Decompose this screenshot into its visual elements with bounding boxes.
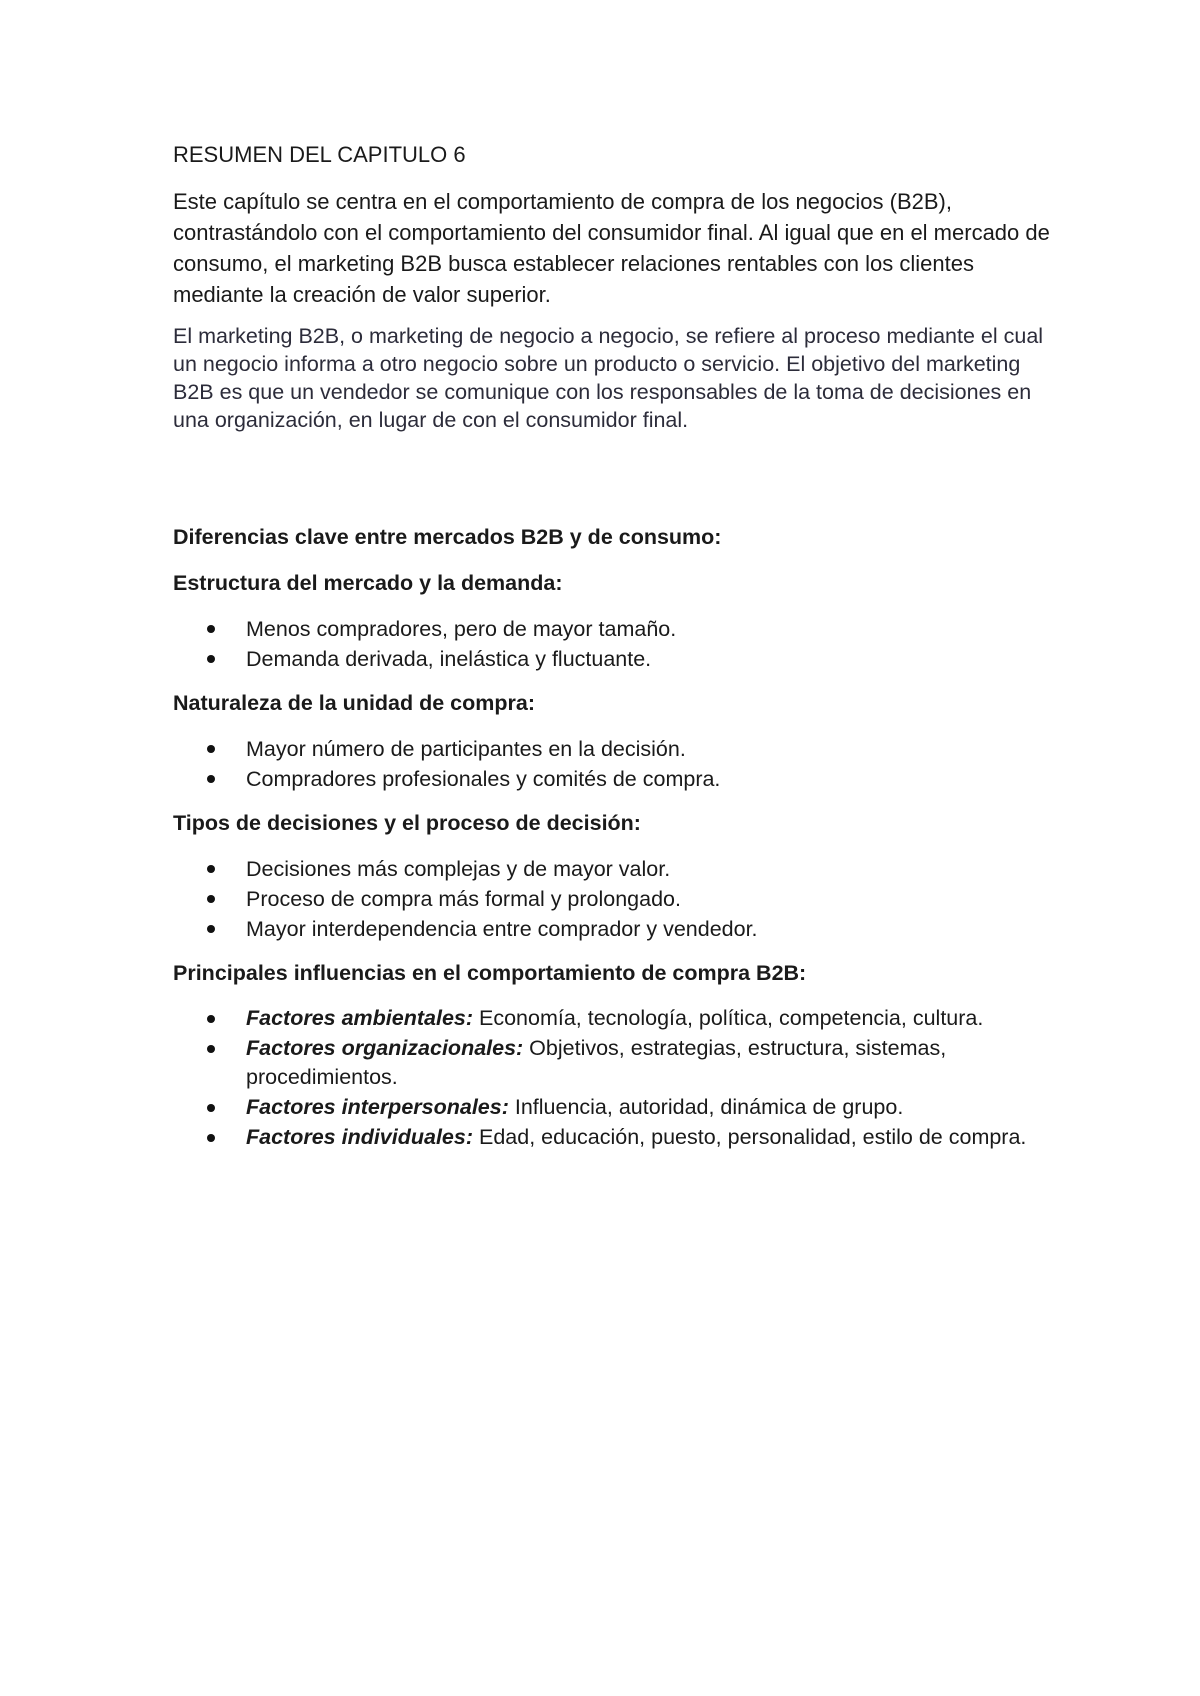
document-title: RESUMEN DEL CAPITULO 6 [173,142,466,167]
factor-text: Economía, tecnología, política, competencia, cultura. [473,1006,984,1030]
list-item-text: Mayor número de participantes en la decisión. [246,737,686,761]
list-item [173,914,1053,944]
bullet-icon [207,655,215,663]
list-item-text: Decisiones más complejas y de mayor valor. [246,857,671,881]
factor-text: Influencia, autoridad, dinámica de grupo. [508,1095,904,1119]
blank-space [173,434,1053,522]
bullet-icon [207,745,215,753]
bullet-icon [207,895,215,903]
factor-label: Factores interpersonales: [246,1095,509,1119]
section-heading-buying-unit: Naturaleza de la unidad de compra: [173,691,536,715]
section-heading-market-structure: Estructura del mercado y la demanda: [173,571,563,595]
list-item [173,1004,1053,1033]
influences-heading: Principales influencias en el comportamiento de compra B2B: [173,961,807,985]
list-item-text: Menos compradores, pero de mayor tamaño. [246,617,677,641]
bullet-icon [207,865,215,873]
list-item [173,854,1053,884]
intro-paragraph: Este capítulo se centra en el comportamiento de compra de los negocios (B2B), contrastándolo con el comportamiento del consumidor final. Al igual que en el mercado de consumo, el marketing B2B busca establecer relaciones rentables con los clientes mediante la creación de valor superior. [173,189,1050,307]
list-item-text: Compradores profesionales y comités de compra. [246,767,721,791]
market-structure-list [173,614,1053,674]
decision-types-list [173,854,1053,944]
list-item [173,1123,1053,1152]
factor-text: Objetivos, estrategias, estructura, sistemas, procedimientos. [246,1036,947,1089]
list-item [173,1093,1053,1122]
bullet-icon [207,1104,215,1112]
bullet-icon [207,775,215,783]
bullet-icon [207,925,215,933]
list-item [173,734,1053,764]
section-heading-decision-types: Tipos de decisiones y el proceso de decisión: [173,811,641,835]
bullet-icon [207,1045,215,1053]
document-page [173,140,1053,1166]
influences-list [173,1004,1053,1152]
key-differences-heading: Diferencias clave entre mercados B2B y de consumo: [173,525,722,549]
list-item [173,884,1053,914]
list-item [173,644,1053,674]
list-item [173,614,1053,644]
list-item-text: Demanda derivada, inelástica y fluctuante. [246,647,652,671]
bullet-icon [207,1015,215,1023]
bullet-icon [207,625,215,633]
list-item [173,764,1053,794]
factor-label: Factores organizacionales: [246,1036,524,1060]
factor-label: Factores individuales: [246,1125,474,1149]
buying-unit-list [173,734,1053,794]
bullet-icon [207,1134,215,1142]
factor-text: Edad, educación, puesto, personalidad, estilo de compra. [473,1125,1027,1149]
factor-label: Factores ambientales: [246,1006,474,1030]
list-item [173,1034,1053,1092]
list-item-text: Mayor interdependencia entre comprador y vendedor. [246,917,758,941]
list-item-text: Proceso de compra más formal y prolongado. [246,887,681,911]
b2b-definition-paragraph: El marketing B2B, o marketing de negocio a negocio, se refiere al proceso mediante el cual un negocio informa a otro negocio sobre un producto o servicio. El objetivo del marketing B2B es que un vendedor se comunique con los responsables de la toma de decisiones en una organización, en lugar de con el consumidor final. [173,324,1044,432]
